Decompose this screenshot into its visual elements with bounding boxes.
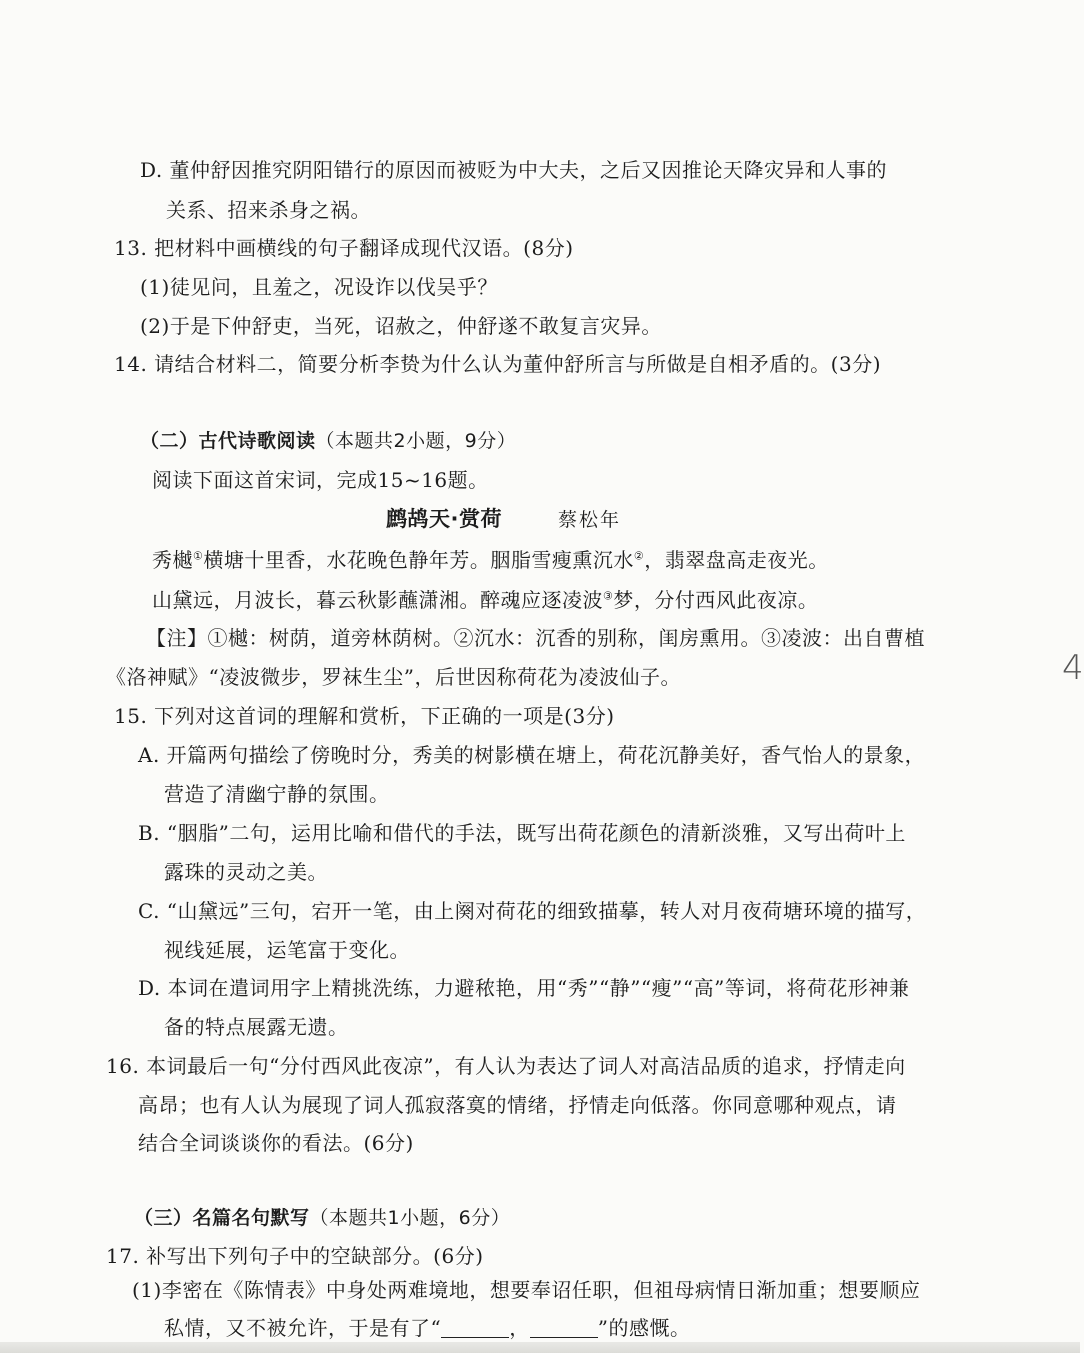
q17-sentence-1-line2 [164,1314,690,1342]
poem-note-line1: 【注】①樾：树荫，道旁林荫树。②沉水：沉香的别称，闺房熏用。③凌波：出自曹植 [146,626,925,650]
q15-stem: 15. 下列对这首词的理解和赏析，下正确的一项是(3分) [114,704,615,728]
poem-line-1-c: ，翡翠盘高走夜光。 [644,548,829,572]
page-bottom-shadow [0,1342,1080,1353]
poem-line-2 [152,586,818,614]
poem-line-2-a: 山黛远，月波长，暮云秋影蘸潇湘。醉魂应逐凌波 [152,588,603,612]
q13-sentence-1: (1)徒见问，且羞之，况设诈以伐吴乎？ [140,275,498,299]
poem-line-1-b: 横塘十里香，水花晚色静年芳。胭脂雪瘦熏沉水 [203,548,634,572]
q17-stem: 17. 补写出下列句子中的空缺部分。(6分) [106,1244,484,1268]
margin-handwritten-mark: 4 [1062,648,1084,688]
section-2-heading-rest: （本题共2小题，9分） [315,430,517,452]
q15-option-b-line1: B. “胭脂”二句，运用比喻和借代的手法，既写出荷花颜色的清新淡雅，又写出荷叶上 [138,821,906,845]
q12-option-d-line1: D. 董仲舒因推究阴阳错行的原因而被贬为中大夫，之后又因推论天降灾异和人事的 [140,158,888,182]
section-3-heading-bold: （三）名篇名句默写 [134,1207,310,1229]
poem-author: 蔡松年 [558,509,622,531]
poem-line-1 [152,546,829,574]
q17-line2-prefix: 私情，又不被允许，于是有了“ [164,1316,442,1340]
q13-sentence-2: (2)于是下仲舒吏，当死，诏赦之，仲舒遂不敢复言灾异。 [140,314,662,338]
q14-stem: 14. 请结合材料二，简要分析李贽为什么认为董仲舒所言与所做是自相矛盾的。(3分) [114,352,881,376]
footnote-marker-2: ② [633,549,645,563]
q15-option-a-line2: 营造了清幽宁静的氛围。 [164,782,390,806]
q13-stem: 13. 把材料中画横线的句子翻译成现代汉语。(8分) [114,236,574,260]
q16-line1: 16. 本词最后一句“分付西风此夜凉”，有人认为表达了词人对高洁品质的追求，抒情走向 [106,1054,906,1078]
footnote-marker-1: ① [193,549,204,563]
poem-line-1-a: 秀樾 [152,548,193,572]
section-2-heading [140,427,516,455]
q16-line2: 高昂；也有人认为展现了词人孤寂落寞的情绪，抒情走向低落。你同意哪种观点，请 [138,1093,897,1117]
section-2-intro: 阅读下面这首宋词，完成15~16题。 [152,468,489,492]
q15-option-b-line2: 露珠的灵动之美。 [164,860,328,884]
poem-title: 鹧鸪天·赏荷 [386,507,502,531]
section-3-heading [134,1204,510,1232]
section-3-heading-rest: （本题共1小题，6分） [309,1207,511,1229]
footnote-marker-3: ③ [603,589,614,603]
q15-option-a-line1: A. 开篇两句描绘了傍晚时分，秀美的树影横在塘上，荷花沉静美好，香气怡人的景象， [138,743,926,767]
poem-note-line2: 《洛神赋》“凌波微步，罗袜生尘”，后世因称荷花为凌波仙子。 [106,665,681,689]
section-2-heading-bold: （二）古代诗歌阅读 [140,430,316,452]
q17-blank-separator: ， [509,1316,530,1340]
poem-line-2-b: 梦，分付西风此夜凉。 [613,588,819,612]
q15-option-d-line1: D. 本词在遣词用字上精挑洗练，力避秾艳，用“秀”“静”“瘦”“高”等词，将荷花形神兼 [138,976,910,1000]
answer-blank-2[interactable] [530,1317,598,1338]
answer-blank-1[interactable] [441,1317,509,1338]
q15-option-d-line2: 备的特点展露无遗。 [164,1015,349,1039]
q15-option-c-line2: 视线延展，运笔富于变化。 [164,938,410,962]
q17-line2-suffix: ”的感慨。 [597,1316,691,1340]
q12-option-d-line2: 关系、招来杀身之祸。 [166,198,371,222]
q15-option-c-line1: C. “山黛远”三句，宕开一笔，由上阕对荷花的细致描摹，转人对月夜荷塘环境的描写， [138,899,927,923]
q16-line3: 结合全词谈谈你的看法。(6分) [138,1131,414,1155]
q17-sentence-1-line1: (1)李密在《陈情表》中身处两难境地，想要奉诏任职，但祖母病情日渐加重；想要顺应 [132,1278,921,1302]
